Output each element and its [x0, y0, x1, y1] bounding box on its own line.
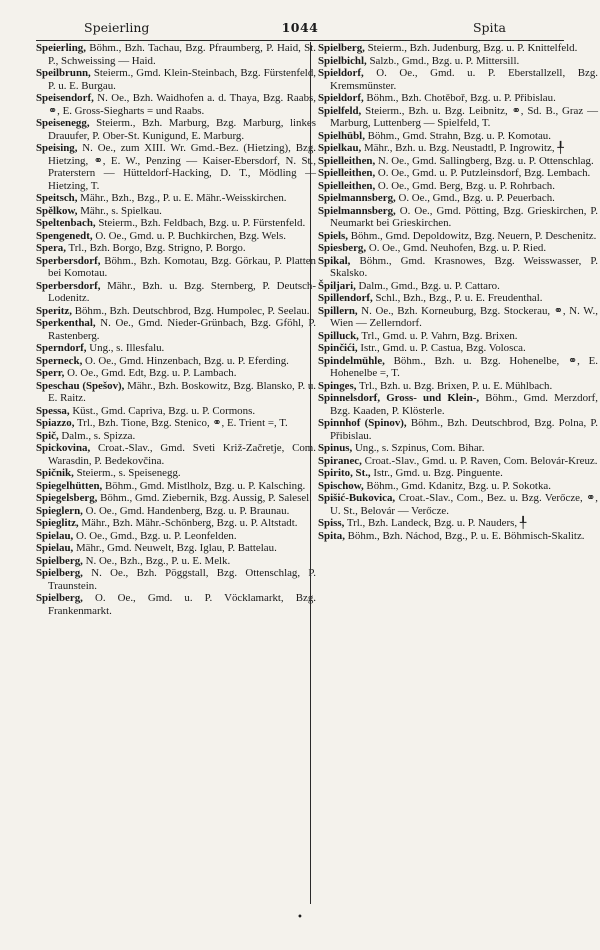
gazetteer-entry: [36, 530, 316, 543]
gazetteer-entry: [36, 542, 316, 555]
entry-text: O. Oe., Gmd. Edt, Bzg. u. P. Lambach.: [64, 367, 237, 379]
gazetteer-entry: [36, 317, 316, 342]
entry-headword: Spengenedt,: [36, 229, 93, 242]
entry-text: Steierm., Bzh. Feldbach, Bzg. u. P. Fürstenfeld.: [95, 217, 306, 229]
gazetteer-entry: [318, 242, 598, 255]
entry-headword: Speisenegg,: [36, 117, 90, 129]
gazetteer-entry: [318, 255, 598, 280]
entry-text: Mähr., Bzh., Bzg., P. u. E. Mähr.-Weisskirchen.: [77, 192, 287, 204]
entry-headword: Speising,: [36, 142, 78, 154]
entry-headword: Špiljari,: [318, 279, 356, 292]
entry-text: Dalm., s. Spizza.: [58, 429, 136, 442]
gazetteer-entry: [36, 242, 316, 255]
gazetteer-entry: [318, 92, 598, 105]
entry-text: N. Oe., Gmd. Sallingberg, Bzg. u. P. Ottenschlag.: [375, 154, 594, 167]
entry-text: Steierm., Bzh. u. Bzg. Leibnitz, ⚭, Sd. B., Graz — Marburg, Luttenberg — Spielfeld, T.: [330, 104, 598, 129]
gazetteer-entry: [318, 67, 598, 92]
entry-headword: Spielleithen,: [318, 167, 376, 179]
entry-headword: Spiels,: [318, 229, 348, 242]
entry-text: Trl., Bzh. Landeck, Bzg. u. P. Nauders, ╀: [344, 517, 527, 529]
entry-text: Böhm., Gmd. Strahn, Bzg. u. P. Komotau.: [364, 129, 551, 142]
entry-headword: Spirito, St.,: [318, 467, 371, 479]
gazetteer-entry: [318, 380, 598, 393]
entry-text: Böhm., Bzh. Deutschbrod, Bzg. Humpolec, P. Seelau.: [72, 304, 310, 317]
gazetteer-entry: [318, 142, 598, 155]
entry-text: Böhm., Gmd. Merzdorf, Bzg. Kaaden, P. Klösterle.: [330, 392, 599, 417]
entry-text: Steierm., Gmd. Klein-Steinbach, Bzg. Fürstenfeld, P. u. E. Burgau.: [48, 67, 316, 92]
entry-text: Küst., Gmd. Capriva, Bzg. u. P. Cormons.: [69, 404, 256, 417]
gazetteer-entry: [318, 205, 598, 230]
header-right-word: Spita: [472, 20, 506, 35]
entry-headword: Spiegelhütten,: [36, 479, 103, 492]
entry-text: Mähr., Bzh. Mähr.-Schönberg, Bzg. u. P. Altstadt.: [78, 517, 298, 529]
gazetteer-entry: [318, 305, 598, 330]
entry-headword: Spič,: [36, 429, 59, 442]
running-header: [36, 20, 564, 42]
entry-headword: Sperbersdorf,: [36, 254, 101, 267]
entry-headword: Spillendorf,: [318, 292, 373, 304]
gazetteer-entry: [318, 342, 598, 355]
entry-headword: Speltenbach,: [36, 217, 96, 229]
gazetteer-entry: [36, 430, 316, 443]
entry-text: O. Oe., Gmd. u. P. Putzleinsdorf, Bzg. Lembach.: [375, 167, 591, 179]
entry-text: Trl., Bzh. u. Bzg. Brixen, P. u. E. Mühlbach.: [356, 379, 553, 392]
gazetteer-entry: [36, 492, 316, 505]
entry-headword: Spinnelsdorf, Gross- und Klein-,: [318, 392, 480, 404]
entry-headword: Spita,: [318, 529, 345, 542]
entry-headword: Spinges,: [318, 379, 357, 392]
entry-text: Croat.-Slav., Com., Bez. u. Bzg. Verőcze, ⚭, U. St., Belovár — Verőcze.: [330, 492, 598, 517]
gazetteer-entry: [318, 180, 598, 193]
entry-text: N. Oe., Bzh. Pöggstall, Bzg. Ottenschlag, P. Traunstein.: [48, 567, 316, 592]
entry-headword: Spikal,: [318, 254, 351, 267]
entry-headword: Spielberg,: [318, 42, 365, 54]
entry-headword: Spielmannsberg,: [318, 204, 396, 217]
entry-text: Croat.-Slav., Gmd. Sveti Križ-Začretje, Com. Warasdin, P. Bedekovčina.: [48, 442, 316, 467]
entry-headword: Spělkow,: [36, 204, 78, 217]
entry-text: Istr., Gmd. u. Bzg. Pinguente.: [370, 467, 503, 479]
gazetteer-entry: [36, 205, 316, 218]
entry-headword: Spielkau,: [318, 142, 362, 154]
gazetteer-entry: [36, 442, 316, 467]
entry-text: O. Oe., Gmd., Bzg. u. P. Leonfelden.: [73, 529, 237, 542]
entry-headword: Spielbichl,: [318, 54, 367, 67]
entry-text: Mähr., Bzh. Boskowitz, Bzg. Blansko, P. u. E. Raitz.: [48, 379, 316, 404]
entry-text: Dalm., Gmd., Bzg. u. P. Cattaro.: [355, 279, 500, 292]
entry-text: Böhm., Bzh. Chotěboř, Bzg. u. P. Přibislau.: [363, 92, 556, 104]
gazetteer-entry: [318, 492, 598, 517]
gazetteer-entry: [318, 330, 598, 343]
entry-text: O. Oe., Gmd. Handenberg, Bzg. u. P. Braunau.: [82, 504, 290, 517]
gazetteer-entry: [36, 480, 316, 493]
entry-text: Trl., Gmd. u. P. Vahrn, Bzg. Brixen.: [358, 329, 518, 342]
gazetteer-entry: [36, 380, 316, 405]
entry-text: Trl., Bzh. Borgo, Bzg. Strigno, P. Borgo.: [65, 242, 246, 254]
entry-headword: Sperkenthal,: [36, 317, 96, 329]
entry-headword: Spieglitz,: [36, 517, 79, 529]
right-column: [318, 42, 598, 542]
entry-headword: Spera,: [36, 242, 66, 254]
entry-text: O. Oe., Gmd. Hinzenbach, Bzg. u. P. Eferding.: [82, 354, 289, 367]
gazetteer-entry: [36, 567, 316, 592]
gazetteer-entry: [318, 280, 598, 293]
entry-headword: Spieldorf,: [318, 67, 364, 79]
entry-headword: Spielberg,: [36, 592, 83, 604]
entry-text: O. Oe., Gmd. u. P. Buchkirchen, Bzg. Wels.: [92, 229, 287, 242]
entry-text: Mähr., Bzh. u. Bzg. Neustadtl, P. Ingrowitz, ╀: [361, 142, 564, 154]
entry-text: Böhm., Bzh. Náchod, Bzg., P. u. E. Böhmisch-Skalitz.: [344, 529, 585, 542]
footer-mark: •: [297, 912, 303, 923]
entry-headword: Spieldorf,: [318, 92, 364, 104]
entry-text: O. Oe., Gmd. Pötting, Bzg. Grieskirchen, P. Neumarkt bei Grieskirchen.: [330, 204, 598, 229]
entry-text: N. Oe., Bzh. Waidhofen a. d. Thaya, Bzg. Raabs, ⚭, E. Gross-Siegharts = und Raabs.: [48, 92, 316, 117]
header-left-word: Speierling: [84, 20, 150, 35]
entry-headword: Sperneck,: [36, 354, 83, 367]
gazetteer-entry: [36, 355, 316, 368]
entry-text: Böhm., Bzh. Deutschbrod, Bzg. Polna, P. Přibislau.: [330, 417, 598, 442]
entry-text: Mähr., Bzh. u. Bzg. Sternberg, P. Deutsch-Lodenitz.: [48, 279, 316, 304]
entry-text: Schl., Bzh., Bzg., P. u. E. Freudenthal.: [372, 292, 543, 304]
gazetteer-entry: [318, 167, 598, 180]
gazetteer-entry: [36, 417, 316, 430]
gazetteer-entry: [36, 230, 316, 243]
entry-text: O. Oe., Gmd. u. P. Eberstallzell, Bzg. Kremsmünster.: [330, 67, 598, 92]
entry-text: Böhm., Gmd. Ziebernik, Bzg. Aussig, P. Salesel.: [97, 492, 312, 504]
entry-text: N. Oe., Bzh. Korneuburg, Bzg. Stockerau, ⚭, N. W., Wien — Zellerndorf.: [330, 304, 598, 329]
entry-headword: Spiazzo,: [36, 417, 75, 429]
entry-text: Böhm., Bzh. Komotau, Bzg. Görkau, P. Platten bei Komotau.: [48, 254, 316, 279]
entry-headword: Spessa,: [36, 404, 70, 417]
entry-headword: Spinnhof (Spinov),: [318, 417, 407, 429]
gazetteer-entry: [318, 192, 598, 205]
entry-headword: Spiss,: [318, 517, 345, 529]
entry-headword: Spiesberg,: [318, 242, 367, 254]
gazetteer-entry: [36, 142, 316, 192]
entry-headword: Sperr,: [36, 367, 65, 379]
entry-headword: Spiranec,: [318, 454, 362, 467]
entry-headword: Speierling,: [36, 42, 86, 54]
entry-text: Ung., s. Szpinus, Com. Bihar.: [352, 442, 485, 454]
entry-text: N. Oe., Bzh., Bzg., P. u. E. Melk.: [82, 554, 231, 567]
entry-headword: Spiegelsberg,: [36, 492, 98, 504]
entry-text: Böhm., Bzh. Tachau, Bzg. Pfraumberg, P. Haid, St. P., Schweissing — Haid.: [48, 42, 316, 67]
gazetteer-entry: [318, 155, 598, 168]
gazetteer-entry: [36, 555, 316, 568]
gazetteer-entry: [36, 92, 316, 117]
entry-headword: Spielleithen,: [318, 179, 376, 192]
entry-headword: Spindelmühle,: [318, 354, 385, 367]
entry-headword: Spielhübl,: [318, 129, 365, 142]
gazetteer-entry: [318, 455, 598, 468]
entry-headword: Spinus,: [318, 442, 353, 454]
gazetteer-entry: [318, 517, 598, 530]
entry-headword: Spielau,: [36, 529, 74, 542]
entry-headword: Speschau (Spešov),: [36, 379, 125, 392]
entry-headword: Spieglern,: [36, 504, 83, 517]
entry-text: Istr., Gmd. u. P. Castua, Bzg. Volosca.: [357, 342, 526, 354]
gazetteer-entry: [36, 42, 316, 67]
gazetteer-entry: [36, 405, 316, 418]
entry-headword: Speilbrunn,: [36, 67, 91, 79]
entry-headword: Spillern,: [318, 304, 358, 317]
entry-headword: Spielleithen,: [318, 154, 376, 167]
gazetteer-entry: [318, 530, 598, 543]
entry-text: Böhm., Gmd. Krasnowes, Bzg. Weisswasser, P. Skalsko.: [330, 254, 598, 279]
gazetteer-entry: [36, 505, 316, 518]
entry-text: Croat.-Slav., Gmd. u. P. Raven, Com. Belovár-Kreuz.: [361, 454, 598, 467]
gazetteer-entry: [318, 467, 598, 480]
entry-text: Steierm., Bzh. Judenburg, Bzg. u. P. Knittelfeld.: [364, 42, 578, 54]
entry-headword: Spischow,: [318, 479, 364, 492]
entry-text: Böhm., Gmd. Kdanitz, Bzg. u. P. Sokotka.: [363, 479, 551, 492]
entry-text: Trl., Bzh. Tione, Bzg. Stenico, ⚭, E. Trient =, T.: [74, 417, 288, 429]
gazetteer-entry: [36, 280, 316, 305]
gazetteer-entry: [36, 117, 316, 142]
entry-headword: Spičnik,: [36, 467, 74, 479]
gazetteer-entry: [318, 442, 598, 455]
entry-text: N. Oe., Gmd. Nieder-Grünbach, Bzg. Gföhl, P. Rastenberg.: [48, 317, 316, 342]
gazetteer-entry: [36, 592, 316, 617]
gazetteer-entry: [36, 342, 316, 355]
gazetteer-entry: [318, 355, 598, 380]
entry-headword: Spilluck,: [318, 329, 359, 342]
gazetteer-entry: [318, 42, 598, 55]
entry-text: Böhm., Gmd. Mistlholz, Bzg. u. P. Kalsching.: [102, 479, 306, 492]
entry-headword: Speisendorf,: [36, 92, 94, 104]
gazetteer-entry: [318, 292, 598, 305]
entry-headword: Spinčići,: [318, 342, 358, 354]
gazetteer-entry: [318, 105, 598, 130]
entry-headword: Spielmannsberg,: [318, 192, 396, 204]
entry-text: Steierm., Bzh. Marburg, Bzg. Marburg, linkes Drauufer, P. Ober-St. Kunigund, E. Marburg.: [48, 117, 316, 142]
entry-headword: Spielberg,: [36, 554, 83, 567]
entry-headword: Speitsch,: [36, 192, 78, 204]
entry-headword: Spielberg,: [36, 567, 83, 579]
entry-text: O. Oe., Gmd. u. P. Vöcklamarkt, Bzg. Frankenmarkt.: [48, 592, 316, 617]
gazetteer-entry: [318, 230, 598, 243]
gazetteer-entry: [318, 417, 598, 442]
entry-text: O. Oe., Gmd. Berg, Bzg. u. P. Rohrbach.: [375, 179, 555, 192]
entry-headword: Spielfeld,: [318, 104, 362, 117]
gazetteer-entry: [36, 305, 316, 318]
entry-text: O. Oe., Gmd. Neuhofen, Bzg. u. P. Ried.: [366, 242, 547, 254]
entry-text: Ung., s. Illesfalu.: [86, 342, 165, 354]
header-rule: [36, 40, 564, 41]
gazetteer-entry: [36, 367, 316, 380]
gazetteer-entry: [318, 480, 598, 493]
gazetteer-entry: [36, 192, 316, 205]
entry-headword: Sperbersdorf,: [36, 279, 101, 292]
entry-text: O. Oe., Gmd., Bzg. u. P. Peuerbach.: [395, 192, 555, 204]
column-divider: [310, 42, 311, 904]
page-number: 1044: [281, 20, 319, 35]
left-column: [36, 42, 316, 617]
gazetteer-entry: [36, 67, 316, 92]
gazetteer-entry: [318, 392, 598, 417]
entry-text: N. Oe., zum XIII. Wr. Gmd.-Bez. (Hietzing), Bzg. Hietzing, ⚭, E. W., Penzing — Kaiser-Ebersdorf, N. St., Praterstern — Hütteldorf-Hacking, D. T., Mödling — Hietzing, T.: [48, 142, 316, 192]
entry-text: Böhm., Bzh. u. Bzg. Hohenelbe, ⚭, E. Hohenelbe =, T.: [330, 354, 598, 379]
gazetteer-entry: [36, 217, 316, 230]
gazetteer-entry: [318, 130, 598, 143]
gazetteer-entry: [318, 55, 598, 68]
gazetteer-entry: [36, 517, 316, 530]
entry-headword: Spišić-Bukovica,: [318, 492, 396, 504]
entry-headword: Sperndorf,: [36, 342, 87, 354]
entry-headword: Spickovina,: [36, 442, 91, 454]
entry-text: Mähr., s. Spielkau.: [77, 204, 162, 217]
gazetteer-entry: [36, 467, 316, 480]
gazetteer-entry: [36, 255, 316, 280]
entry-text: Mähr., Gmd. Neuwelt, Bzg. Iglau, P. Battelau.: [73, 542, 277, 554]
entry-headword: Speritz,: [36, 304, 72, 317]
entry-text: Böhm., Gmd. Depoldowitz, Bzg. Neuern, P. Deschenitz.: [347, 229, 597, 242]
entry-headword: Spielau,: [36, 542, 74, 554]
entry-text: Steierm., s. Speisenegg.: [73, 467, 181, 479]
entry-text: Salzb., Gmd., Bzg. u. P. Mittersill.: [366, 54, 520, 67]
